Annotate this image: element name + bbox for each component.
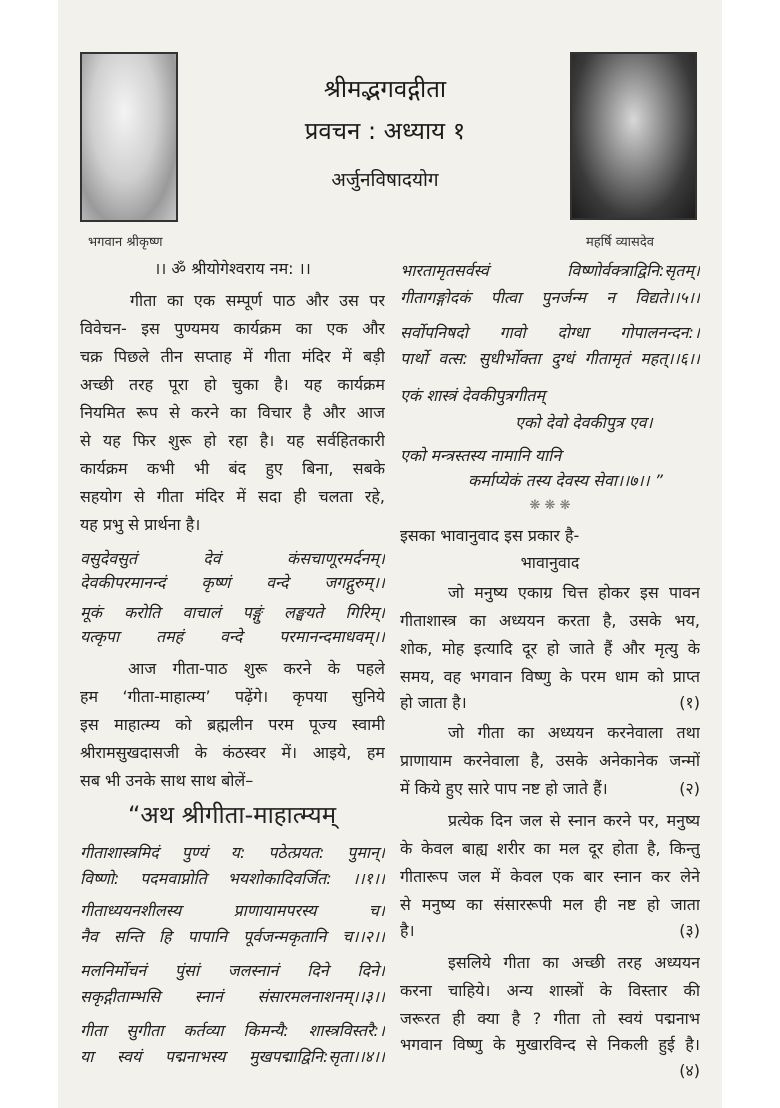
translation-line — [400, 864, 700, 890]
line-text: कर्माप्येकं तस्य देवस्य सेवा।।७।। ” — [468, 471, 663, 490]
paragraph-line — [80, 712, 385, 738]
paragraph-line — [80, 428, 385, 454]
verse-line — [400, 285, 700, 311]
translation-line — [400, 748, 700, 774]
separator-stars — [400, 493, 700, 519]
paragraph-line — [80, 400, 385, 426]
line-text: सहयोग से गीता मंदिर में सदा ही चलता रहे, — [80, 487, 385, 506]
paragraph-line — [80, 456, 385, 482]
invocation — [80, 256, 385, 282]
verse-line — [80, 624, 385, 650]
line-text: जो मनुष्य एकाग्र चित्त होकर इस पावन — [448, 583, 700, 602]
translation-line — [400, 836, 700, 862]
paragraph-line — [128, 656, 385, 682]
verse-line — [80, 570, 385, 596]
verse-line — [400, 320, 700, 346]
chapter-name: अर्जुनविषादयोग — [331, 169, 439, 191]
mahatmya-heading — [128, 798, 385, 832]
line-text: नैव सन्ति हि पापानि पूर्वजन्मकृतानि च।।२।। — [80, 927, 385, 946]
line-text: सकृद्गीताम्भसि स्नानं संसारमलनाशनम्।।३।। — [80, 987, 385, 1006]
paragraph-line — [80, 740, 385, 766]
line-text: गीतागङ्गोदकं पीत्वा पुनर्जन्म न विद्यते।।५।। — [400, 288, 700, 307]
line-text: कार्यक्रम कभी भी बंद हुए बिना, सबके — [80, 459, 385, 478]
line-text: ।। ॐ श्रीयोगेश्वराय नम: ।। — [154, 259, 311, 278]
verse-line — [80, 600, 385, 626]
translation-intro — [400, 523, 700, 549]
line-text: इसलिये गीता का अच्छी तरह अध्ययन — [448, 953, 700, 972]
line-text: एको मन्त्रस्तस्य नामानि यानि — [400, 446, 562, 465]
line-text: गीतारूप जल में केवल एक बार स्नान कर लेने — [400, 867, 700, 886]
krishna-caption: भगवान श्रीकृष्ण — [88, 235, 163, 250]
translation-line — [448, 580, 700, 606]
verse-line — [80, 866, 385, 892]
paragraph-line — [130, 288, 385, 314]
line-text: करना चाहिये। अन्य शास्त्रों के विस्तार की — [400, 981, 700, 1000]
book-title: श्रीमद्भगवद्गीता — [323, 75, 447, 103]
translation-line — [400, 1032, 700, 1058]
translation-line — [400, 664, 700, 690]
verse-line — [80, 958, 385, 984]
line-text: अच्छी तरह पूरा हो चुका है। यह कार्यक्रम — [80, 375, 385, 394]
verse-line — [80, 840, 385, 866]
line-text: गीता सुगीता कर्तव्या किमन्यै: शास्त्रविस्तरै:। — [80, 1021, 385, 1040]
line-text: हम ‘गीता-माहात्म्य’ पढ़ेंगे। कृपया सुनिये — [80, 687, 385, 706]
line-text: सर्वोपनिषदो गावो दोग्धा गोपालनन्दन:। — [400, 323, 700, 342]
verse-number: (४) — [679, 1061, 700, 1080]
verse-line — [80, 898, 385, 924]
line-text: गीता का एक सम्पूर्ण पाठ और उस पर — [130, 291, 385, 310]
line-text: विष्णो: पदमवाप्नोति भयशोकादिवर्जित: ।।१।। — [80, 869, 385, 888]
translation-line — [400, 690, 700, 716]
line-text: देवकीपरमानन्दं कृष्णं वन्दे जगद्गुरुम्।। — [80, 573, 385, 592]
translation-line — [448, 720, 700, 746]
line-text: में किये हुए सारे पाप नष्ट हो जाते हैं। — [400, 779, 608, 798]
translation-line — [400, 978, 700, 1004]
verse-line — [80, 546, 385, 572]
paragraph-line — [80, 768, 385, 794]
line-text: गीताध्ययनशीलस्य प्राणायामपरस्य च। — [80, 901, 385, 920]
line-text: जो गीता का अध्ययन करनेवाला तथा — [448, 723, 700, 742]
paragraph-line — [80, 372, 385, 398]
line-text: समय, वह भगवान विष्णु के परम धाम को प्राप्त — [400, 667, 700, 686]
line-text: यह प्रभु से प्रार्थना है। — [80, 515, 201, 534]
paragraph-line — [80, 316, 385, 342]
verse-line — [468, 468, 700, 494]
verse-line — [400, 383, 700, 409]
vyasa-portrait-image — [570, 52, 697, 220]
line-text: विवेचन- इस पुण्यमय कार्यक्रम का एक और — [80, 319, 385, 338]
line-text: आज गीता-पाठ शुरू करने के पहले — [128, 659, 385, 678]
translation-line — [400, 776, 700, 802]
line-text: नियमित रूप से करने का विचार है और आज — [80, 403, 385, 422]
verse-line — [400, 258, 700, 284]
translation-line — [400, 892, 700, 918]
verse-number: (१) — [679, 693, 700, 712]
translation-line — [400, 1058, 700, 1084]
verse-line — [400, 443, 700, 469]
line-text: पार्थो वत्स: सुधीर्भोक्ता दुग्धं गीतामृतं महत्।।६।। — [400, 349, 700, 368]
verse-line — [80, 1044, 385, 1070]
translation-heading — [400, 550, 700, 576]
translation-line — [400, 918, 700, 944]
verse-number: (३) — [679, 921, 700, 940]
line-text: भारतामृतसर्वस्वं विष्णोर्वक्त्राद्विनि:सृतम्। — [400, 261, 700, 280]
line-text: इस माहात्म्य को ब्रह्मलीन परम पूज्य स्वामी — [80, 715, 385, 734]
line-text: है। — [400, 921, 415, 940]
verse-number: (२) — [679, 779, 700, 798]
line-text: से मनुष्य का संसाररूपी मल ही नष्ट हो जाता — [400, 895, 700, 914]
translation-line — [400, 1006, 700, 1032]
line-text: शोक, मोह इत्यादि दूर हो जाते हैं और मृत्यु के — [400, 639, 700, 658]
line-text: “अथ श्रीगीता-माहात्म्यम् — [128, 801, 337, 829]
verse-line — [80, 984, 385, 1010]
line-text: ❋ ❋ ❋ — [529, 498, 571, 513]
line-text: गीताशास्त्रमिदं पुण्यं य: पठेत्प्रयत: पुमान्। — [80, 843, 385, 862]
line-text: गीताशास्त्र का अध्ययन करता है, उसके भय, — [400, 611, 700, 630]
line-text: जरूरत ही क्या है ? गीता तो स्वयं पद्मनाभ — [400, 1009, 700, 1028]
line-text: मलनिर्मोचनं पुंसां जलस्नानं दिने दिने। — [80, 961, 385, 980]
line-text: यत्कृपा तमहं वन्दे परमानन्दमाधवम्।। — [80, 627, 385, 646]
paragraph-line — [80, 684, 385, 710]
line-text: प्रत्येक दिन जल से स्नान करने पर, मनुष्य — [448, 811, 700, 830]
translation-line — [400, 608, 700, 634]
paragraph-line — [80, 344, 385, 370]
translation-line — [448, 950, 700, 976]
verse-line — [515, 410, 700, 436]
line-text: सब भी उनके साथ साथ बोलें– — [80, 771, 254, 790]
translation-line — [400, 636, 700, 662]
line-text: भावानुवाद — [520, 553, 580, 572]
verse-line — [80, 1018, 385, 1044]
line-text: के केवल बाह्य शरीर का मल दूर होता है, किन्तु — [400, 839, 700, 858]
line-text: प्राणायाम करनेवाला है, उसके अनेकानेक जन्मों — [400, 751, 700, 770]
line-text: एकं शास्त्रं देवकीपुत्रगीतम् — [400, 386, 545, 405]
vyasa-caption: महर्षि व्यासदेव — [586, 235, 654, 250]
paragraph-line — [80, 484, 385, 510]
line-text: मूकं करोति वाचालं पङ्गुं लङ्घयते गिरिम्। — [80, 603, 385, 622]
line-text: चक्र पिछले तीन सप्ताह में गीता मंदिर में बड़ी — [80, 347, 385, 366]
line-text: भगवान विष्णु के मुखारविन्द से निकली हुई है। — [400, 1035, 700, 1054]
line-text: श्रीरामसुखदासजी के कंठस्वर में। आइये, हम — [80, 743, 385, 762]
verse-line — [400, 346, 700, 372]
translation-line — [448, 808, 700, 834]
chapter-heading: प्रवचन : अध्याय १ — [304, 117, 466, 145]
line-text: या स्वयं पद्मनाभस्य मुखपद्माद्विनि:सृता।।४।। — [80, 1047, 385, 1066]
line-text: एको देवो देवकीपुत्र एव। — [515, 413, 653, 432]
line-text: से यह फिर शुरू हो रहा है। यह सर्वहितकारी — [80, 431, 385, 450]
krishna-portrait-image — [80, 52, 178, 222]
line-text: वसुदेवसुतं देवं कंसचाणूरमर्दनम्। — [80, 549, 385, 568]
paragraph-line — [80, 512, 385, 538]
line-text: हो जाता है। — [400, 693, 467, 712]
verse-line — [80, 924, 385, 950]
line-text: इसका भावानुवाद इस प्रकार है- — [400, 526, 580, 545]
